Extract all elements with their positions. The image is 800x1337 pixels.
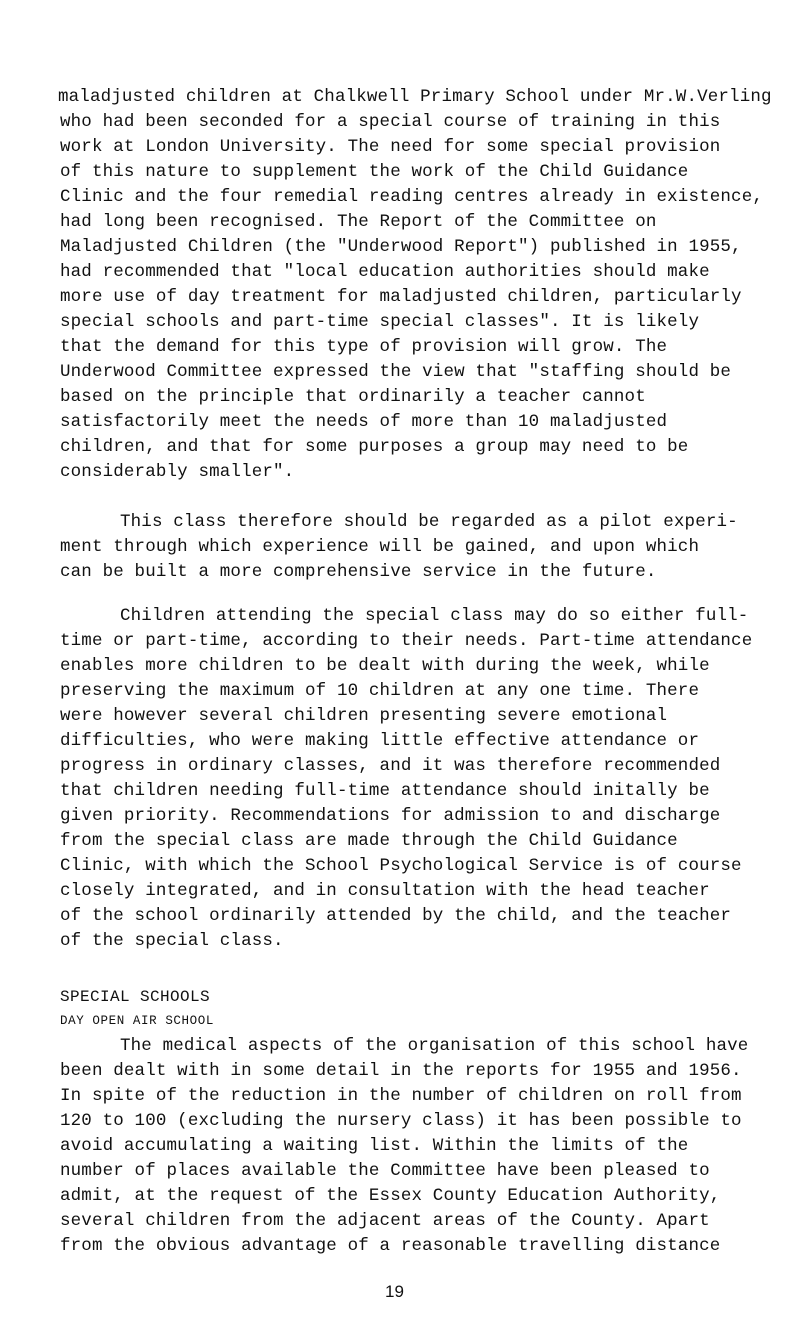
text-line: work at London University. The need for some special provision bbox=[60, 137, 721, 157]
text-line: Clinic, with which the School Psychological Service is of course bbox=[60, 856, 742, 876]
text-line: number of places available the Committee have been pleased to bbox=[60, 1161, 710, 1181]
subsection-heading: DAY OPEN AIR SCHOOL bbox=[60, 1014, 214, 1028]
text-line: can be built a more comprehensive service in the future. bbox=[60, 562, 657, 582]
text-line: 120 to 100 (excluding the nursery class) it has been possible to bbox=[60, 1111, 742, 1131]
text-line: of the school ordinarily attended by the child, and the teacher bbox=[60, 906, 732, 926]
text-line: children, and that for some purposes a group may need to be bbox=[60, 437, 689, 457]
text-line: difficulties, who were making little effective attendance or bbox=[60, 731, 700, 751]
text-line: progress in ordinary classes, and it was therefore recommended bbox=[60, 756, 721, 776]
text-line: more use of day treatment for maladjusted children, particularly bbox=[60, 287, 742, 307]
text-line: based on the principle that ordinarily a teacher cannot bbox=[60, 387, 646, 407]
text-line: from the special class are made through the Child Guidance bbox=[60, 831, 678, 851]
text-line: several children from the adjacent areas of the County. Apart bbox=[60, 1211, 710, 1231]
text-line: admit, at the request of the Essex County Education Authority, bbox=[60, 1186, 721, 1206]
text-line: satisfactorily meet the needs of more than 10 maladjusted bbox=[60, 412, 668, 432]
text-line: time or part-time, according to their needs. Part-time attendance bbox=[60, 631, 753, 651]
page-number: 19 bbox=[385, 1282, 404, 1301]
text-line: maladjusted children at Chalkwell Primary School under Mr.W.Verling bbox=[58, 87, 772, 107]
text-line: considerably smaller". bbox=[60, 462, 295, 482]
text-line: preserving the maximum of 10 children at any one time. There bbox=[60, 681, 700, 701]
text-line: Underwood Committee expressed the view that "staffing should be bbox=[60, 362, 732, 382]
section-heading: SPECIAL SCHOOLS bbox=[60, 988, 211, 1006]
text-line: avoid accumulating a waiting list. Within the limits of the bbox=[60, 1136, 689, 1156]
text-line: that the demand for this type of provision will grow. The bbox=[60, 337, 668, 357]
text-line: Children attending the special class may do so either full- bbox=[120, 606, 749, 626]
text-line: of this nature to supplement the work of the Child Guidance bbox=[60, 162, 689, 182]
text-line: who had been seconded for a special course of training in this bbox=[60, 112, 721, 132]
text-line: The medical aspects of the organisation of this school have bbox=[120, 1036, 749, 1056]
text-line: In spite of the reduction in the number of children on roll from bbox=[60, 1086, 742, 1106]
text-line: ment through which experience will be gained, and upon which bbox=[60, 537, 700, 557]
text-line: given priority. Recommendations for admission to and discharge bbox=[60, 806, 721, 826]
text-line: Maladjusted Children (the "Underwood Report") published in 1955, bbox=[60, 237, 742, 257]
text-line: had recommended that "local education authorities should make bbox=[60, 262, 710, 282]
text-line: from the obvious advantage of a reasonable travelling distance bbox=[60, 1236, 721, 1256]
text-line: had long been recognised. The Report of the Committee on bbox=[60, 212, 657, 232]
text-line: were however several children presenting severe emotional bbox=[60, 706, 668, 726]
text-line: enables more children to be dealt with during the week, while bbox=[60, 656, 710, 676]
text-line: that children needing full-time attendance should initally be bbox=[60, 781, 710, 801]
text-line: of the special class. bbox=[60, 931, 284, 951]
text-line: Clinic and the four remedial reading centres already in existence, bbox=[60, 187, 764, 207]
text-line: special schools and part-time special classes". It is likely bbox=[60, 312, 700, 332]
text-line: This class therefore should be regarded as a pilot experi- bbox=[120, 512, 738, 532]
text-line: been dealt with in some detail in the reports for 1955 and 1956. bbox=[60, 1061, 742, 1081]
text-line: closely integrated, and in consultation with the head teacher bbox=[60, 881, 710, 901]
